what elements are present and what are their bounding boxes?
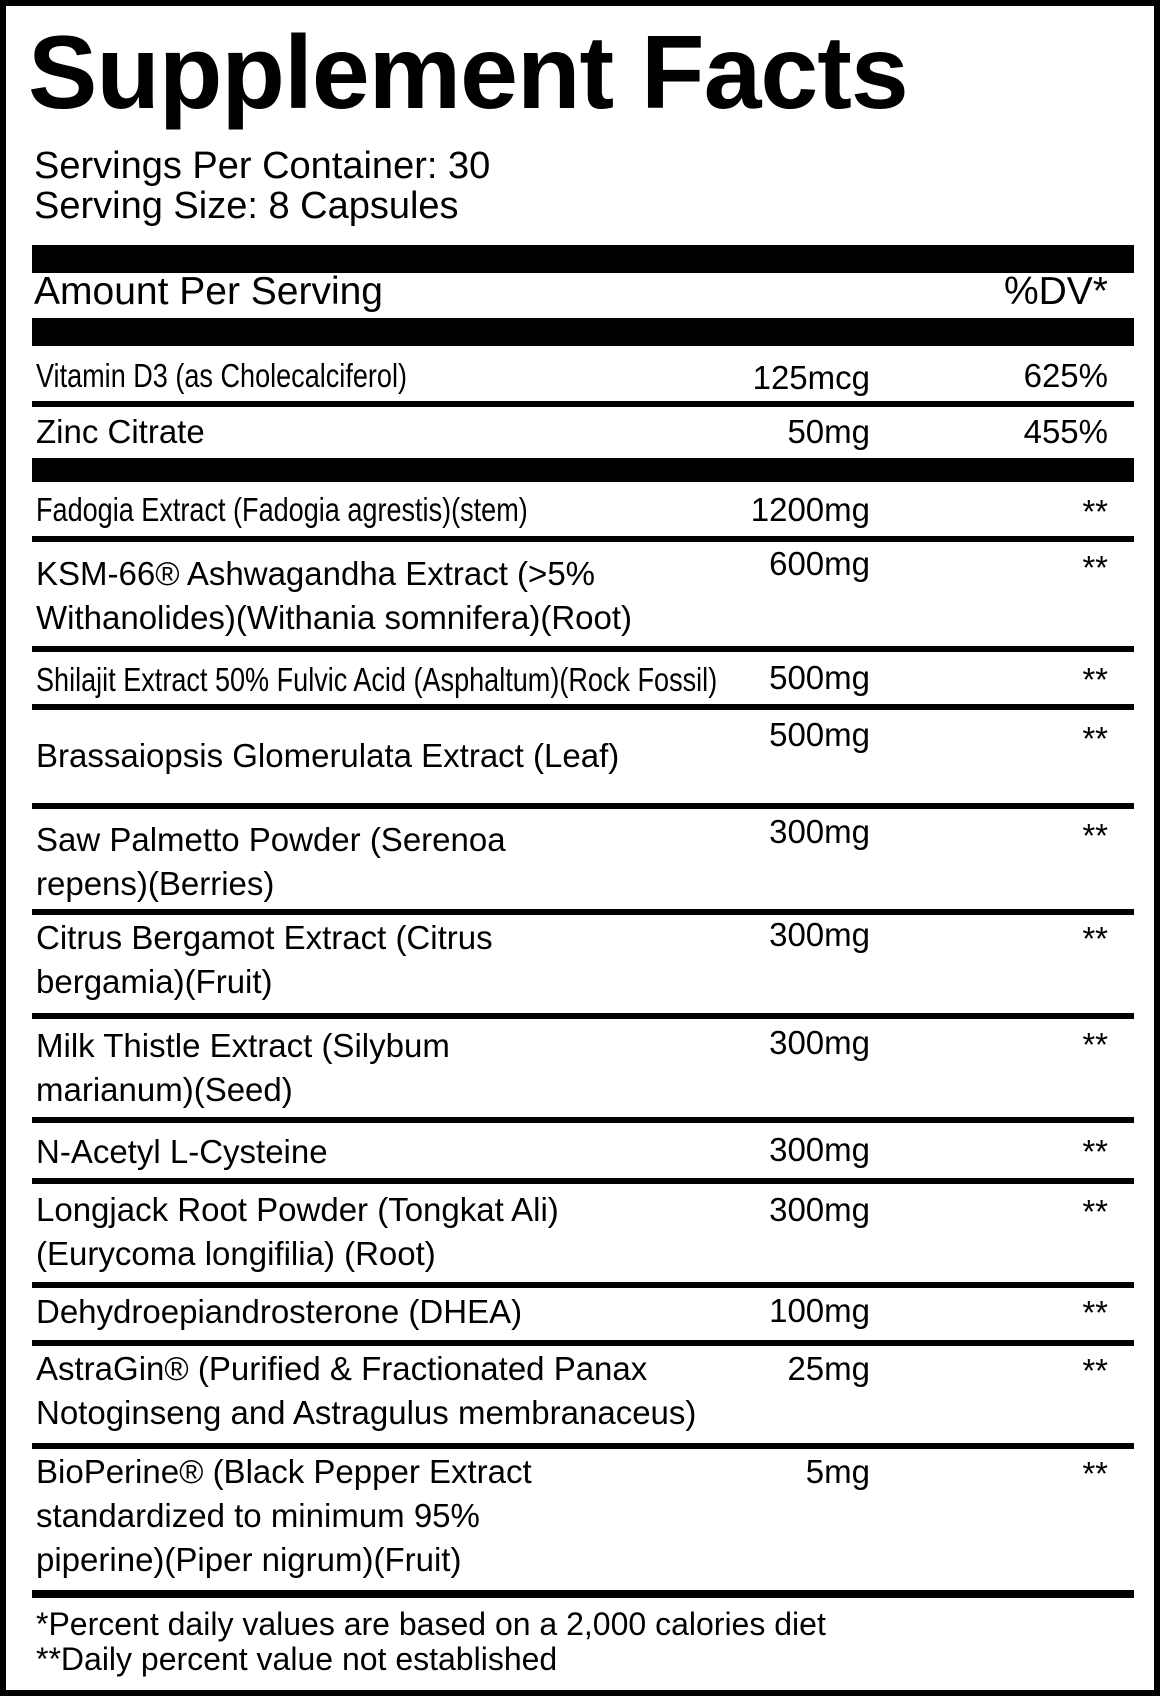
ingredient-name: KSM-66® Ashwagandha Extract (>5% Withanolides)(Withania somnifera)(Root) [36,555,633,636]
ingredient-dv: ** [1082,1026,1108,1063]
row-divider [32,1117,1134,1123]
ingredient-amount: 125mcg [752,359,870,396]
ingredient-name: BioPerine® (Black Pepper Extract standardized to minimum 95% piperine)(Piper nigrum)(Fruit) [36,1453,532,1578]
row-divider [32,1340,1134,1346]
ingredient-name: Dehydroepiandrosterone (DHEA) [36,1293,523,1330]
ingredient-amount: 5mg [805,1453,870,1490]
ingredient-name: Shilajit Extract 50% Fulvic Acid (Asphaltum)(Rock Fossil) [36,661,718,698]
row-divider [32,1443,1134,1449]
ingredient-dv: ** [1082,720,1108,757]
ingredient-amount: 50mg [787,413,870,450]
ingredient-dv: ** [1082,817,1108,854]
footnote-percent-dv: *Percent daily values are based on a 2,000 calories diet [36,1606,826,1642]
ingredient-name: Saw Palmetto Powder (Serenoa repens)(Berries) [36,821,506,902]
ingredient-dv: ** [1082,661,1108,698]
ingredient-dv: ** [1082,1352,1108,1389]
ingredient-amount: 300mg [769,916,870,953]
ingredient-dv: ** [1082,1193,1108,1230]
ingredient-name: N-Acetyl L-Cysteine [36,1133,328,1170]
thick-divider-top [32,245,1134,273]
panel-title: Supplement Facts [28,15,908,131]
ingredient-amount: 1200mg [750,491,870,528]
row-divider [32,536,1134,542]
ingredient-amount: 300mg [769,1024,870,1061]
ingredient-dv: ** [1082,1455,1108,1492]
ingredient-dv: ** [1082,1294,1108,1331]
thick-divider-section [32,458,1134,482]
row-divider [32,909,1134,915]
ingredient-name: Longjack Root Powder (Tongkat Ali)(Eurycoma longifilia) (Root) [36,1191,559,1272]
row-divider [32,1590,1134,1598]
amount-per-serving-label: Amount Per Serving [34,270,384,313]
ingredient-dv: 625% [1023,357,1108,394]
ingredient-name: Vitamin D3 (as Cholecalciferol) [36,357,407,394]
row-divider [32,1178,1134,1184]
ingredient-dv: ** [1082,549,1108,586]
ingredient-amount: 500mg [769,716,870,753]
ingredient-amount: 300mg [769,1131,870,1168]
ingredient-amount: 600mg [769,545,870,582]
servings-per-container: Servings Per Container: 30 [34,145,491,187]
ingredient-amount: 100mg [769,1292,870,1329]
row-divider [32,1013,1134,1019]
ingredient-name: AstraGin® (Purified & Fractionated Panax Notoginseng and Astragulus membranaceus) [36,1350,697,1431]
row-divider [32,1282,1134,1288]
ingredient-dv: ** [1082,493,1108,530]
row-divider [32,646,1134,652]
thick-divider-header [32,318,1134,346]
ingredient-amount: 500mg [769,659,870,696]
footnote-not-established: **Daily percent value not established [36,1641,558,1677]
ingredient-amount: 25mg [787,1350,870,1387]
daily-value-header: %DV* [1003,270,1108,313]
row-divider [32,803,1134,809]
ingredient-name: Citrus Bergamot Extract (Citrus bergamia)(Fruit) [36,919,493,1000]
serving-size: Serving Size: 8 Capsules [34,185,459,227]
ingredient-amount: 300mg [769,813,870,850]
ingredient-dv: 455% [1023,413,1108,450]
ingredient-name: Fadogia Extract (Fadogia agrestis)(stem) [36,491,528,528]
ingredient-name: Zinc Citrate [36,413,205,450]
row-divider [32,401,1134,407]
ingredient-dv: ** [1082,1133,1108,1170]
ingredient-dv: ** [1082,920,1108,957]
ingredient-name: Milk Thistle Extract (Silybum marianum)(Seed) [36,1027,450,1108]
ingredient-amount: 300mg [769,1191,870,1228]
ingredient-name: Brassaiopsis Glomerulata Extract (Leaf) [36,737,620,774]
row-divider [32,704,1134,710]
